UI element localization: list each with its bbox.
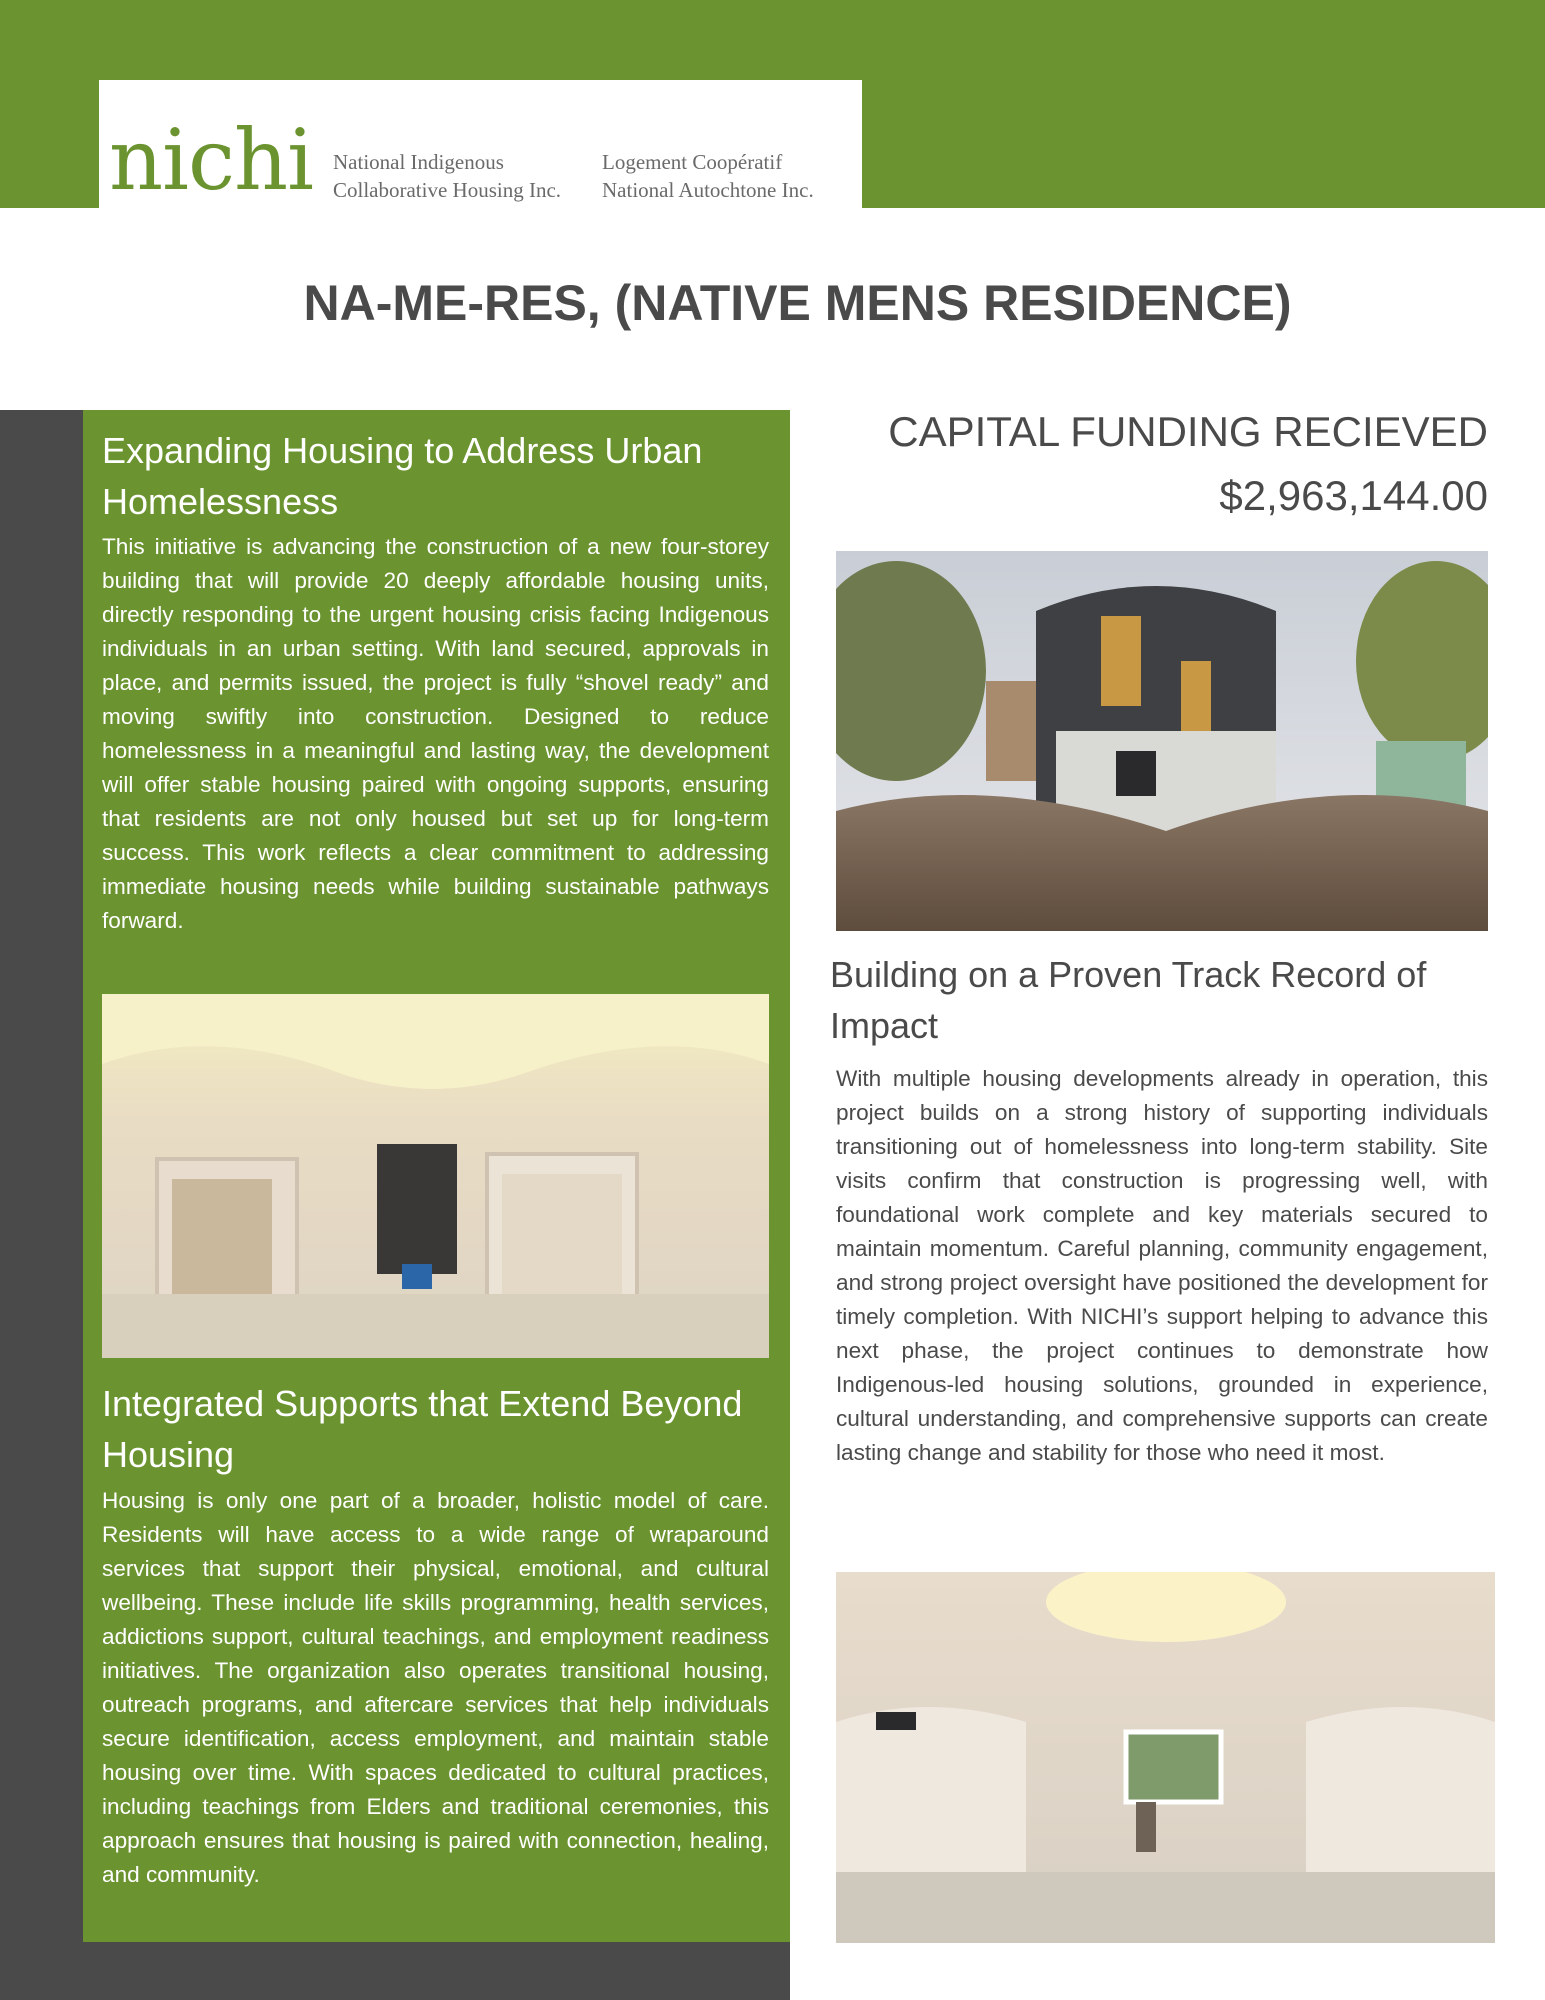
capital-funding-label: CAPITAL FUNDING RECIEVED bbox=[888, 408, 1488, 455]
logo bbox=[99, 80, 862, 208]
section-body-track-record: With multiple housing developments already in operation, this project builds on a strong history of supporting individuals transitioning out of homelessness into long-term stability. Site visits confirm that construction is progressing well, with foundational work complete and key materials secured to maintain momentum. Careful planning, community engagement, and strong project oversight have positioned the development for timely completion. With NICHI’s support helping to advance this next phase, the project continues to demonstrate how Indigenous-led housing solutions, grounded in experience, cultural understanding, and comprehensive supports can create lasting change and stability for those who need it most. bbox=[836, 1066, 1488, 1465]
interior-photo-room bbox=[836, 1572, 1495, 1943]
logo-name-english: National Indigenous Collaborative Housing Inc. bbox=[333, 150, 562, 202]
section-heading-expanding-housing: Expanding Housing to Address Urban Homelessness bbox=[102, 430, 703, 522]
section-heading-integrated-supports: Integrated Supports that Extend Beyond Housing bbox=[102, 1383, 743, 1475]
capital-funding-amount: $2,963,144.00 bbox=[1219, 472, 1488, 519]
interior-photo-hallway bbox=[102, 994, 769, 1358]
section-body-expanding-housing: This initiative is advancing the construction of a new four-storey building that will provide 20 deeply affordable housing units, directly responding to the urgent housing crisis facing Indigenous individuals in an urban setting. With land secured, approvals in place, and permits issued, the project is fully “shovel ready” and moving swiftly into construction. Designed to reduce homelessness in a meaningful and lasting way, the development will offer stable housing paired with ongoing supports, ensuring that residents are not only housed but set up for long-term success. This work reflects a clear commitment to addressing immediate housing needs while building sustainable pathways forward. bbox=[102, 534, 769, 933]
section-heading-track-record: Building on a Proven Track Record of Impact bbox=[830, 954, 1427, 1046]
logo-name-french: Logement Coopératif National Autochtone Inc. bbox=[602, 150, 814, 202]
exterior-building-photo bbox=[836, 551, 1488, 931]
logo-wordmark: nichi bbox=[109, 111, 313, 209]
capital-funding bbox=[820, 400, 1488, 528]
page-title: NA-ME-RES, (NATIVE MENS RESIDENCE) bbox=[303, 275, 1292, 331]
section-body-integrated-supports: Housing is only one part of a broader, holistic model of care. Residents will have access to a wide range of wraparound services that support their physical, emotional, and cultural wellbeing. These include life skills programming, health services, addictions support, cultural teachings, and employment readiness initiatives. The organization also operates transitional housing, outreach programs, and aftercare services that help individuals secure identification, access employment, and maintain stable housing over time. With spaces dedicated to cultural practices, including teachings from Elders and traditional ceremonies, this approach ensures that housing is paired with connection, healing, and community. bbox=[102, 1488, 769, 1887]
